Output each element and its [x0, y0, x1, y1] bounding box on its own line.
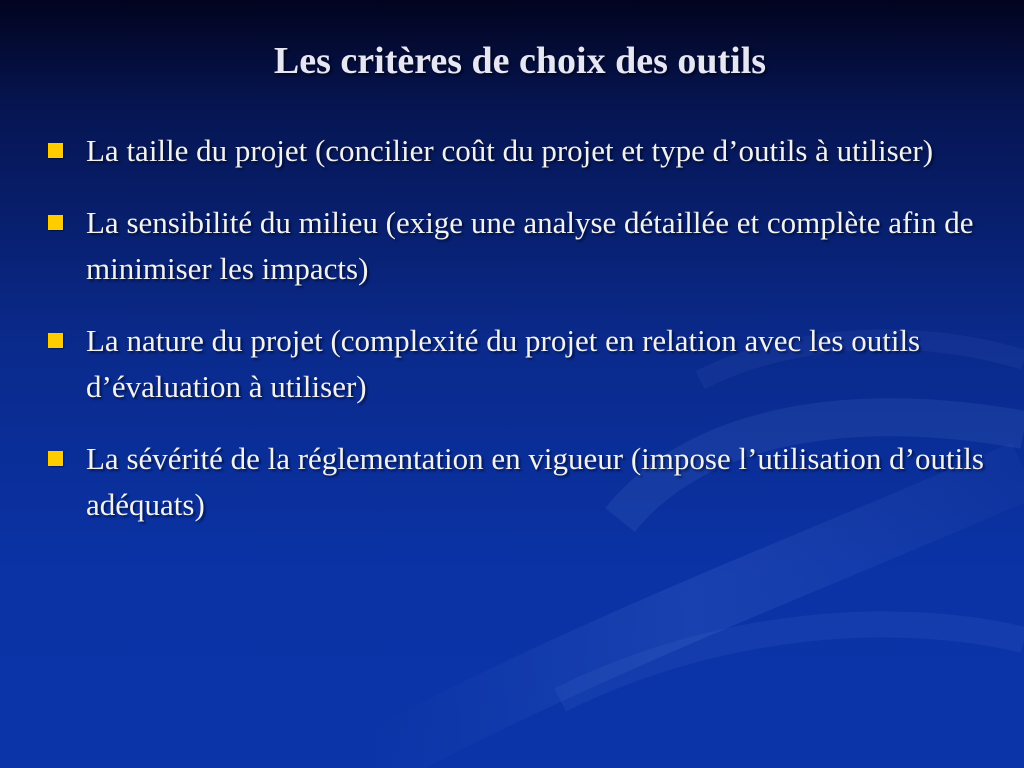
list-item [48, 436, 988, 528]
slide-title: Les critères de choix des outils [273, 40, 767, 82]
list-item [48, 200, 988, 292]
bullet-text: La sensibilité du milieu (exige une analyse détaillée et complète afin de minimiser les impacts) [86, 205, 974, 286]
bullet-text: La taille du projet (concilier coût du projet et type d’outils à utiliser) [86, 133, 934, 168]
square-bullet-icon [48, 143, 63, 158]
square-bullet-icon [48, 215, 63, 230]
bullet-text: La sévérité de la réglementation en vigueur (impose l’utilisation d’outils adéquats) [86, 441, 984, 522]
bullet-list [48, 128, 988, 554]
list-item [48, 128, 988, 174]
bullet-text: La nature du projet (complexité du projet en relation avec les outils d’évaluation à utiliser) [86, 323, 921, 404]
list-item [48, 318, 988, 410]
square-bullet-icon [48, 451, 63, 466]
square-bullet-icon [48, 333, 63, 348]
